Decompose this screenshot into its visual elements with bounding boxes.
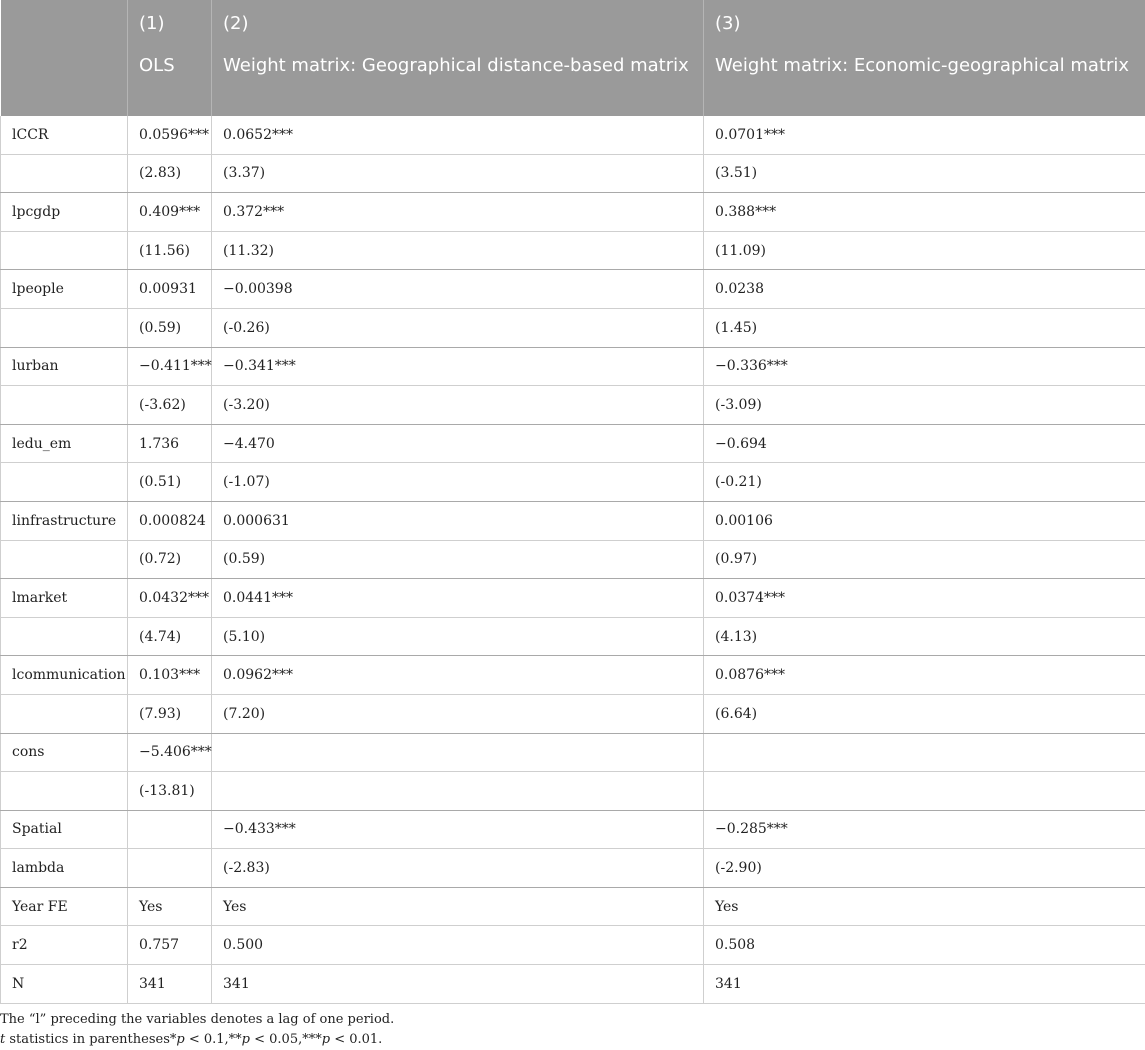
row-label-cell: lpcgdp [1, 193, 128, 232]
value-cell-c1 [128, 849, 212, 888]
table-row [1, 887, 1145, 926]
value-cell-c1: 1.736 [128, 424, 212, 463]
value-cell-c2 [212, 772, 704, 811]
value-cell-c1: 0.00931 [128, 270, 212, 309]
value-cell-c3: 0.508 [704, 926, 1145, 965]
table-row [1, 926, 1145, 965]
row-label-cell: lambda [1, 849, 128, 888]
value-cell-c1: −0.411*** [128, 347, 212, 386]
row-label-cell: lcommunication [1, 656, 128, 695]
value-cell-c1: 0.0596*** [128, 116, 212, 154]
value-cell-c2: −0.433*** [212, 810, 704, 849]
value-cell-c1: (11.56) [128, 231, 212, 270]
value-cell-c1: (4.74) [128, 617, 212, 656]
row-label-cell: r2 [1, 926, 128, 965]
note-text: < 0.1,** [184, 1031, 242, 1047]
row-label-cell: lCCR [1, 116, 128, 154]
table-notes [0, 1004, 1145, 1050]
value-cell-c3: (-3.09) [704, 386, 1145, 425]
value-cell-c2: 0.0652*** [212, 116, 704, 154]
value-cell-c1: 0.000824 [128, 501, 212, 540]
table-row [1, 540, 1145, 579]
value-cell-c3: (11.09) [704, 231, 1145, 270]
row-label-cell: lurban [1, 347, 128, 386]
value-cell-c2: (-1.07) [212, 463, 704, 502]
table-row [1, 424, 1145, 463]
value-cell-c1: Yes [128, 887, 212, 926]
row-label-cell [1, 540, 128, 579]
value-cell-c3: (-2.90) [704, 849, 1145, 888]
row-label-cell: ledu_em [1, 424, 128, 463]
header-cell-empty [1, 46, 128, 116]
table-row [1, 347, 1145, 386]
value-cell-c1 [128, 810, 212, 849]
header-col-2-title: Weight matrix: Geographical distance-based matrix [212, 46, 704, 116]
value-cell-c1: (0.72) [128, 540, 212, 579]
note-significance [0, 1030, 1145, 1050]
value-cell-c2: (11.32) [212, 231, 704, 270]
value-cell-c1: (0.51) [128, 463, 212, 502]
value-cell-c2: 0.000631 [212, 501, 704, 540]
value-cell-c1: (7.93) [128, 694, 212, 733]
table-row [1, 386, 1145, 425]
value-cell-c3: 0.0876*** [704, 656, 1145, 695]
header-row-titles [1, 46, 1145, 116]
row-label-cell: Year FE [1, 887, 128, 926]
table-row [1, 270, 1145, 309]
table-row [1, 116, 1145, 154]
value-cell-c2: (-2.83) [212, 849, 704, 888]
value-cell-c1: 0.409*** [128, 193, 212, 232]
table-body [1, 116, 1145, 1003]
value-cell-c1: (-13.81) [128, 772, 212, 811]
value-cell-c1: (0.59) [128, 308, 212, 347]
value-cell-c2: 341 [212, 965, 704, 1004]
row-label-cell [1, 386, 128, 425]
value-cell-c3: −0.336*** [704, 347, 1145, 386]
value-cell-c2: Yes [212, 887, 704, 926]
row-label-cell [1, 463, 128, 502]
value-cell-c3: (3.51) [704, 154, 1145, 193]
value-cell-c2: (3.37) [212, 154, 704, 193]
header-col-1-title: OLS [128, 46, 212, 116]
value-cell-c2: −0.341*** [212, 347, 704, 386]
note-text: < 0.05,*** [250, 1031, 322, 1047]
row-label-cell: lpeople [1, 270, 128, 309]
table-header [1, 0, 1145, 116]
value-cell-c3: 0.0701*** [704, 116, 1145, 154]
value-cell-c3: 0.00106 [704, 501, 1145, 540]
value-cell-c1: (2.83) [128, 154, 212, 193]
value-cell-c1: (-3.62) [128, 386, 212, 425]
value-cell-c3: 341 [704, 965, 1145, 1004]
value-cell-c1: 0.103*** [128, 656, 212, 695]
value-cell-c2: 0.0441*** [212, 579, 704, 618]
value-cell-c2: 0.500 [212, 926, 704, 965]
header-cell-empty [1, 0, 128, 46]
table-row [1, 849, 1145, 888]
note-p-symbol: p [241, 1031, 250, 1047]
value-cell-c2: −0.00398 [212, 270, 704, 309]
table-row [1, 810, 1145, 849]
table-row [1, 231, 1145, 270]
table-row [1, 579, 1145, 618]
note-lag: The “l” preceding the variables denotes a lag of one period. [0, 1011, 395, 1027]
row-label-cell [1, 154, 128, 193]
value-cell-c3: Yes [704, 887, 1145, 926]
table-row [1, 772, 1145, 811]
value-cell-c3: (4.13) [704, 617, 1145, 656]
table-row [1, 617, 1145, 656]
note-text: < 0.01. [330, 1031, 383, 1047]
value-cell-c2: 0.0962*** [212, 656, 704, 695]
value-cell-c3: (0.97) [704, 540, 1145, 579]
value-cell-c3: −0.285*** [704, 810, 1145, 849]
row-label-cell [1, 694, 128, 733]
header-row-numbers [1, 0, 1145, 46]
value-cell-c3: 0.388*** [704, 193, 1145, 232]
table-row [1, 733, 1145, 772]
value-cell-c2 [212, 733, 704, 772]
table-row [1, 308, 1145, 347]
value-cell-c2: −4.470 [212, 424, 704, 463]
table-row [1, 965, 1145, 1004]
value-cell-c2: (-0.26) [212, 308, 704, 347]
value-cell-c3 [704, 733, 1145, 772]
row-label-cell: linfrastructure [1, 501, 128, 540]
value-cell-c3 [704, 772, 1145, 811]
header-col-2-number: (2) [212, 0, 704, 46]
value-cell-c1: 341 [128, 965, 212, 1004]
value-cell-c2: (0.59) [212, 540, 704, 579]
note-p-symbol: p [176, 1031, 185, 1047]
table-row [1, 694, 1145, 733]
table-row [1, 193, 1145, 232]
value-cell-c3: −0.694 [704, 424, 1145, 463]
row-label-cell: Spatial [1, 810, 128, 849]
value-cell-c2: (5.10) [212, 617, 704, 656]
value-cell-c2: (-3.20) [212, 386, 704, 425]
note-p-symbol: p [321, 1031, 331, 1047]
value-cell-c1: −5.406*** [128, 733, 212, 772]
table-row [1, 501, 1145, 540]
value-cell-c2: 0.372*** [212, 193, 704, 232]
value-cell-c3: (6.64) [704, 694, 1145, 733]
row-label-cell: lmarket [1, 579, 128, 618]
table-row [1, 463, 1145, 502]
row-label-cell: N [1, 965, 128, 1004]
value-cell-c1: 0.0432*** [128, 579, 212, 618]
header-col-1-number: (1) [128, 0, 212, 46]
value-cell-c1: 0.757 [128, 926, 212, 965]
row-label-cell [1, 772, 128, 811]
note-text: statistics in parentheses* [5, 1031, 177, 1047]
row-label-cell [1, 308, 128, 347]
value-cell-c3: 0.0374*** [704, 579, 1145, 618]
header-col-3-number: (3) [704, 0, 1145, 46]
value-cell-c3: (-0.21) [704, 463, 1145, 502]
note-t-symbol: t [0, 1031, 6, 1047]
value-cell-c3: (1.45) [704, 308, 1145, 347]
value-cell-c3: 0.0238 [704, 270, 1145, 309]
value-cell-c2: (7.20) [212, 694, 704, 733]
row-label-cell [1, 231, 128, 270]
header-col-3-title: Weight matrix: Economic-geographical matrix [704, 46, 1145, 116]
row-label-cell: cons [1, 733, 128, 772]
table-row [1, 154, 1145, 193]
table-row [1, 656, 1145, 695]
row-label-cell [1, 617, 128, 656]
